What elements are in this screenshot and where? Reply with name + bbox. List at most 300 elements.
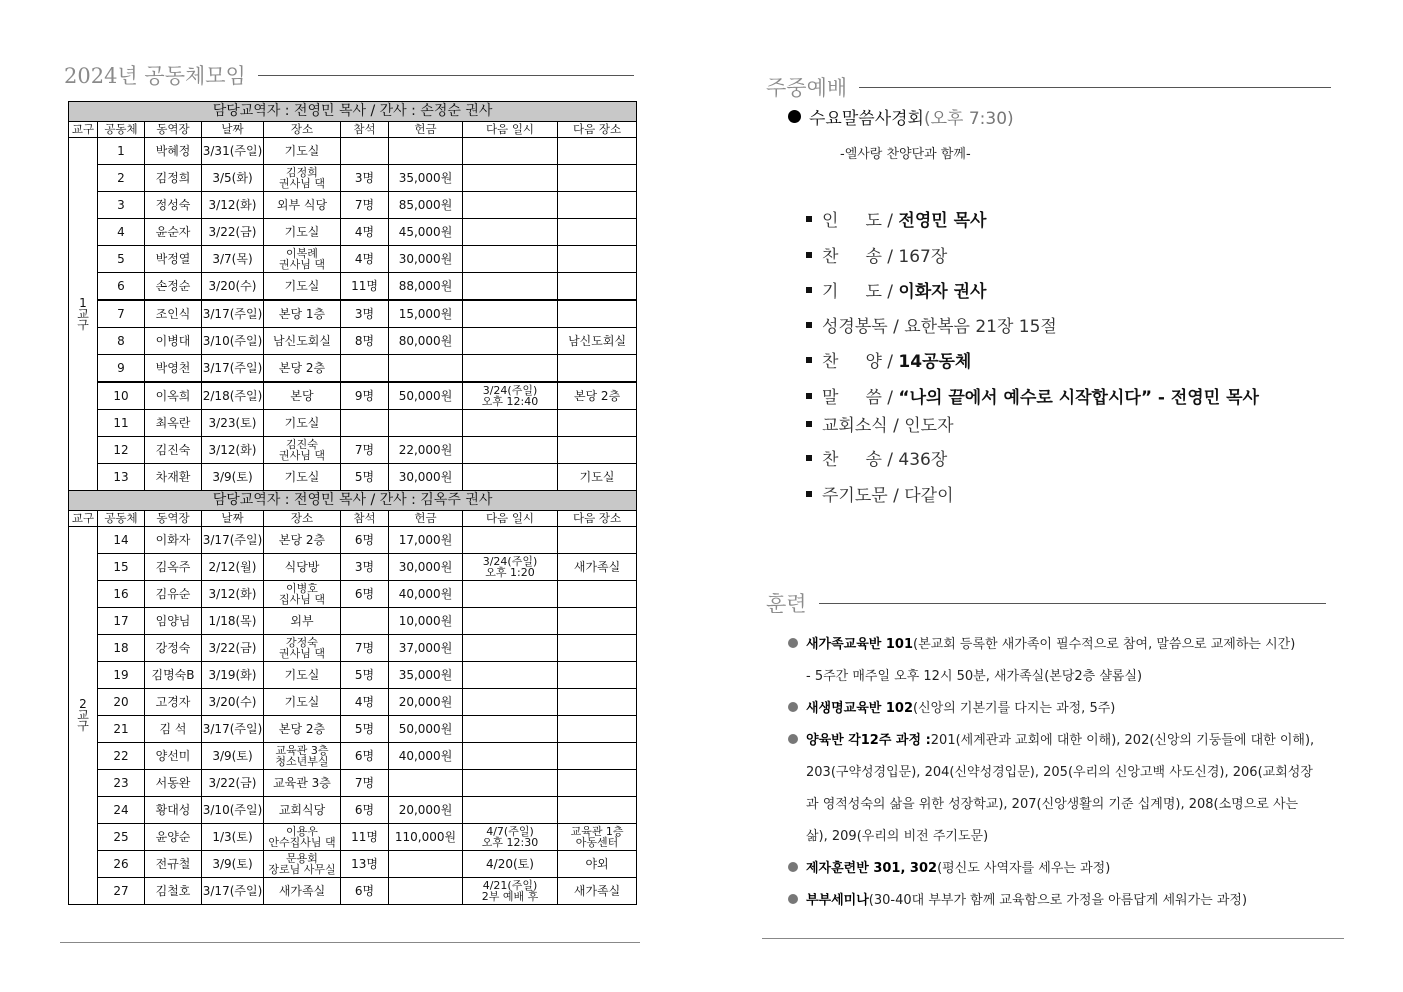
training-item: [788, 697, 1115, 716]
meeting-place: 본당 2층: [264, 527, 341, 554]
table-header-row: [69, 511, 637, 527]
meeting-date: 3/12(화): [202, 192, 264, 219]
meeting-date: 1/18(목): [202, 608, 264, 635]
next-place: [558, 581, 637, 608]
next-place: [558, 437, 637, 464]
leader-name: 김 석: [145, 716, 202, 743]
table-row: [69, 851, 637, 878]
column-header-next-place: 다음 장소: [558, 511, 637, 527]
column-header-next-time: 다음 일시: [463, 511, 558, 527]
group-number: 4: [98, 219, 145, 246]
meeting-place: 이병호 집사님 댁: [264, 581, 341, 608]
table-row: [69, 165, 637, 192]
column-header-att: 참석: [341, 122, 389, 138]
order-label: 말 씀 /: [822, 388, 899, 408]
leader-name: 김철호: [145, 878, 202, 905]
group-number: 23: [98, 770, 145, 797]
next-place: [558, 608, 637, 635]
title-rule: [859, 87, 1331, 88]
column-header-leader: 동역장: [145, 511, 202, 527]
table-row: [69, 192, 637, 219]
leader-name: 양선미: [145, 743, 202, 770]
leader-name: 이병대: [145, 328, 202, 355]
offering: 35,000원: [389, 165, 463, 192]
offering: 35,000원: [389, 662, 463, 689]
attendance: 8명: [341, 328, 389, 355]
bullet-icon: [788, 862, 798, 872]
staff-banner-row: [69, 491, 637, 511]
next-place: 기도실: [558, 464, 637, 491]
table-row: [69, 743, 637, 770]
attendance: 13명: [341, 851, 389, 878]
attendance: 11명: [341, 273, 389, 301]
meeting-date: 3/17(주일): [202, 878, 264, 905]
group-number: 14: [98, 527, 145, 554]
attendance: [341, 355, 389, 383]
meeting-date: 3/22(금): [202, 635, 264, 662]
meeting-date: 2/18(주일): [202, 382, 264, 410]
attendance: [341, 608, 389, 635]
meeting-place: 교육관 3층: [264, 770, 341, 797]
group-number: 25: [98, 824, 145, 851]
offering: 15,000원: [389, 300, 463, 328]
offering: 40,000원: [389, 743, 463, 770]
attendance: 5명: [341, 716, 389, 743]
worship-order-item: [806, 242, 947, 267]
next-place: [558, 770, 637, 797]
group-number: 17: [98, 608, 145, 635]
meeting-place: 본당 2층: [264, 355, 341, 383]
offering: 80,000원: [389, 328, 463, 355]
meeting-date: 3/17(주일): [202, 300, 264, 328]
right-bottom-rule: [762, 938, 1344, 939]
column-header-offer: 헌금: [389, 122, 463, 138]
table-row: [69, 770, 637, 797]
meeting-place: 기도실: [264, 410, 341, 437]
leader-name: 황대성: [145, 797, 202, 824]
training-desc: 삶), 209(우리의 비전 주기도문): [806, 829, 989, 844]
attendance: [341, 138, 389, 165]
title-rule: [258, 75, 634, 76]
schedule-title: 2024년 공동체모임: [64, 64, 246, 88]
meeting-place: 기도실: [264, 273, 341, 301]
meeting-date: 3/10(주일): [202, 328, 264, 355]
offering: 20,000원: [389, 797, 463, 824]
column-header-group: 공동체: [98, 511, 145, 527]
next-place: 새가족실: [558, 554, 637, 581]
attendance: 5명: [341, 464, 389, 491]
meeting-date: 2/12(월): [202, 554, 264, 581]
table-row: [69, 464, 637, 491]
order-value: 436장: [898, 450, 948, 470]
table-row: [69, 527, 637, 554]
training-desc: 203(구약성경입문), 204(신약성경입문), 205(우리의 신앙고백 사도신경), 206(교회성장: [806, 765, 1313, 780]
schedule-section-title: [64, 60, 634, 90]
meeting-place: 기도실: [264, 464, 341, 491]
attendance: 7명: [341, 635, 389, 662]
next-datetime: [463, 716, 558, 743]
training-name: 양육반 각12주 과정 :: [806, 733, 931, 748]
next-datetime: [463, 608, 558, 635]
next-place: [558, 410, 637, 437]
order-value: 다같이: [904, 486, 954, 506]
next-place: [558, 273, 637, 301]
table-row: [69, 328, 637, 355]
order-label: 찬 송 /: [822, 450, 899, 470]
table-row: [69, 824, 637, 851]
group-number: 11: [98, 410, 145, 437]
meeting-place: 이복례 권사님 댁: [264, 246, 341, 273]
worship-section-title: [766, 72, 1331, 102]
offering: 85,000원: [389, 192, 463, 219]
staff-banner-row: [69, 102, 637, 122]
next-place: 본당 2층: [558, 382, 637, 410]
meeting-place: 김정희 권사님 댁: [264, 165, 341, 192]
group-number: 24: [98, 797, 145, 824]
attendance: 4명: [341, 689, 389, 716]
next-datetime: [463, 328, 558, 355]
next-datetime: [463, 437, 558, 464]
leader-name: 손정순: [145, 273, 202, 301]
meeting-place: 문용회 장로님 사무실: [264, 851, 341, 878]
training-item: [788, 857, 1110, 876]
leader-name: 박혜정: [145, 138, 202, 165]
worship-subline: -엘사랑 찬양단과 함께-: [840, 147, 971, 162]
table-row: [69, 608, 637, 635]
meeting-place: 기도실: [264, 689, 341, 716]
leader-name: 김명숙B: [145, 662, 202, 689]
leader-name: 최옥란: [145, 410, 202, 437]
next-place: [558, 635, 637, 662]
column-header-date: 날짜: [202, 511, 264, 527]
attendance: 6명: [341, 878, 389, 905]
leader-name: 정성숙: [145, 192, 202, 219]
order-value-bold: “나의 끝에서 예수로 시작합시다” - 전영민 목사: [898, 388, 1259, 408]
training-name: 부부세미나: [806, 893, 869, 908]
leader-name: 박정열: [145, 246, 202, 273]
worship-order-item: [806, 277, 986, 302]
group-number: 6: [98, 273, 145, 301]
offering: 17,000원: [389, 527, 463, 554]
offering: [389, 410, 463, 437]
leader-name: 조인식: [145, 300, 202, 328]
next-datetime: [463, 662, 558, 689]
meeting-place: 본당: [264, 382, 341, 410]
bullet-icon: [788, 734, 798, 744]
training-item: [806, 761, 1313, 780]
next-datetime: 3/24(주일) 오후 1:20: [463, 554, 558, 581]
leader-name: 강정숙: [145, 635, 202, 662]
leader-name: 이화자: [145, 527, 202, 554]
table-row: [69, 581, 637, 608]
offering: [389, 851, 463, 878]
next-place: [558, 355, 637, 383]
bullet-icon: [788, 110, 801, 123]
offering: [389, 355, 463, 383]
meeting-date: 3/17(주일): [202, 716, 264, 743]
meeting-place: 남신도회실: [264, 328, 341, 355]
attendance: 6명: [341, 797, 389, 824]
meeting-place: 기도실: [264, 662, 341, 689]
next-datetime: 4/20(토): [463, 851, 558, 878]
meeting-place: 외부 식당: [264, 192, 341, 219]
square-bullet-icon: [806, 287, 812, 293]
offering: 22,000원: [389, 437, 463, 464]
table-row: [69, 797, 637, 824]
district-label: 1 교 구: [69, 138, 98, 491]
meeting-date: 3/9(토): [202, 743, 264, 770]
next-place: [558, 246, 637, 273]
training-name: 제자훈련반 301, 302: [806, 861, 938, 876]
next-datetime: [463, 165, 558, 192]
leader-name: 이옥희: [145, 382, 202, 410]
group-number: 8: [98, 328, 145, 355]
offering: 88,000원: [389, 273, 463, 301]
attendance: 6명: [341, 527, 389, 554]
group-number: 9: [98, 355, 145, 383]
column-header-group: 공동체: [98, 122, 145, 138]
leader-name: 윤양순: [145, 824, 202, 851]
table-row: [69, 635, 637, 662]
offering: 20,000원: [389, 689, 463, 716]
next-place: [558, 300, 637, 328]
leader-name: 고경자: [145, 689, 202, 716]
next-datetime: [463, 410, 558, 437]
offering: 37,000원: [389, 635, 463, 662]
meeting-date: 3/31(주일): [202, 138, 264, 165]
order-value: 인도자: [904, 416, 954, 436]
leader-name: 서동완: [145, 770, 202, 797]
next-datetime: [463, 464, 558, 491]
next-datetime: [463, 797, 558, 824]
meeting-date: 3/22(금): [202, 219, 264, 246]
next-place: [558, 527, 637, 554]
worship-order-item: [806, 445, 947, 470]
next-place: [558, 165, 637, 192]
group-number: 7: [98, 300, 145, 328]
next-datetime: [463, 770, 558, 797]
community-meeting-table: [68, 101, 636, 905]
leader-name: 박영천: [145, 355, 202, 383]
column-header-leader: 동역장: [145, 122, 202, 138]
table-row: [69, 437, 637, 464]
next-place: [558, 138, 637, 165]
meeting-place: 이용우 안수집사님 댁: [264, 824, 341, 851]
meeting-date: 1/3(토): [202, 824, 264, 851]
meeting-date: 3/12(화): [202, 437, 264, 464]
offering: 30,000원: [389, 464, 463, 491]
meeting-place: 기도실: [264, 219, 341, 246]
next-place: [558, 743, 637, 770]
attendance: 3명: [341, 300, 389, 328]
title-rule: [819, 603, 1326, 604]
order-value: 167장: [898, 247, 948, 267]
meeting-date: 3/12(화): [202, 581, 264, 608]
bullet-icon: [788, 894, 798, 904]
meeting-place: 강정숙 권사님 댁: [264, 635, 341, 662]
training-desc: - 5주간 매주일 오후 12시 50분, 새가족실(본당2층 샬롬실): [806, 669, 1143, 684]
group-number: 16: [98, 581, 145, 608]
attendance: 4명: [341, 219, 389, 246]
table-row: [69, 138, 637, 165]
group-number: 13: [98, 464, 145, 491]
worship-order-item: [806, 481, 954, 506]
next-datetime: [463, 246, 558, 273]
training-desc: (신앙의 기본기를 다지는 과정, 5주): [913, 701, 1116, 716]
next-place: 교육관 1층 아동센터: [558, 824, 637, 851]
leader-name: 김진숙: [145, 437, 202, 464]
column-header-place: 장소: [264, 122, 341, 138]
meeting-place: 외부: [264, 608, 341, 635]
column-header-district: 교구: [69, 511, 98, 527]
meeting-date: 3/23(토): [202, 410, 264, 437]
training-item: [806, 665, 1142, 684]
order-label: 찬 양 /: [822, 352, 899, 372]
meeting-place: 식당방: [264, 554, 341, 581]
leader-name: 김정희: [145, 165, 202, 192]
group-number: 10: [98, 382, 145, 410]
leader-name: 전규철: [145, 851, 202, 878]
training-desc: (본교회 등록한 새가족이 필수적으로 참여, 말씀으로 교제하는 시간): [913, 637, 1296, 652]
table-row: [69, 662, 637, 689]
attendance: 7명: [341, 770, 389, 797]
order-label: 찬 송 /: [822, 247, 899, 267]
table-row: [69, 410, 637, 437]
table-row: [69, 246, 637, 273]
attendance: [341, 410, 389, 437]
order-label: 기 도 /: [822, 282, 899, 302]
column-header-offer: 헌금: [389, 511, 463, 527]
meeting-place: 본당 2층: [264, 716, 341, 743]
square-bullet-icon: [806, 455, 812, 461]
group-number: 26: [98, 851, 145, 878]
training-desc: (30-40대 부부가 함께 교육함으로 가정을 아름답게 세워가는 과정): [868, 893, 1248, 908]
column-header-place: 장소: [264, 511, 341, 527]
square-bullet-icon: [806, 393, 812, 399]
square-bullet-icon: [806, 357, 812, 363]
meeting-place: 새가족실: [264, 878, 341, 905]
next-datetime: [463, 300, 558, 328]
group-number: 27: [98, 878, 145, 905]
training-item: [806, 793, 1298, 812]
offering: 45,000원: [389, 219, 463, 246]
leader-name: 김유순: [145, 581, 202, 608]
meeting-place: 본당 1층: [264, 300, 341, 328]
training-item: [788, 729, 1314, 748]
group-number: 18: [98, 635, 145, 662]
order-label: 인 도 /: [822, 211, 899, 231]
attendance: 4명: [341, 246, 389, 273]
column-header-next-place: 다음 장소: [558, 122, 637, 138]
group-number: 22: [98, 743, 145, 770]
meeting-place: 김진숙 권사님 댁: [264, 437, 341, 464]
square-bullet-icon: [806, 491, 812, 497]
offering: 40,000원: [389, 581, 463, 608]
square-bullet-icon: [806, 322, 812, 328]
group-number: 20: [98, 689, 145, 716]
next-place: 남신도회실: [558, 328, 637, 355]
leader-name: 김옥주: [145, 554, 202, 581]
next-place: [558, 219, 637, 246]
column-header-att: 참석: [341, 511, 389, 527]
group-number: 21: [98, 716, 145, 743]
meeting-date: 3/17(주일): [202, 527, 264, 554]
bullet-icon: [788, 702, 798, 712]
meeting-date: 3/5(화): [202, 165, 264, 192]
meeting-date: 3/20(수): [202, 273, 264, 301]
meeting-date: 3/19(화): [202, 662, 264, 689]
meeting-date: 3/20(수): [202, 689, 264, 716]
order-value: 요한복음 21장 15절: [904, 317, 1057, 337]
square-bullet-icon: [806, 421, 812, 427]
next-place: 새가족실: [558, 878, 637, 905]
column-header-district: 교구: [69, 122, 98, 138]
next-place: [558, 662, 637, 689]
district-label: 2 교 구: [69, 527, 98, 905]
next-datetime: [463, 138, 558, 165]
meeting-date: 3/9(토): [202, 464, 264, 491]
group-number: 2: [98, 165, 145, 192]
training-section-title: [766, 588, 1326, 618]
meeting-place: 교회식당: [264, 797, 341, 824]
meeting-place: 기도실: [264, 138, 341, 165]
leader-name: 차재환: [145, 464, 202, 491]
training-desc: 201(세계관과 교회에 대한 이해), 202(신앙의 기둥들에 대한 이해),: [930, 733, 1315, 748]
meeting-date: 3/7(목): [202, 246, 264, 273]
attendance: 7명: [341, 437, 389, 464]
worship-order-item: [806, 383, 1259, 408]
table-row: [69, 878, 637, 905]
group-number: 19: [98, 662, 145, 689]
table-row: [69, 554, 637, 581]
staff-banner: 담당교역자 : 전영민 목사 / 간사 : 김옥주 권사: [69, 491, 637, 511]
table-row: [69, 273, 637, 301]
table-row: [69, 219, 637, 246]
order-label: 주기도문 /: [822, 486, 905, 506]
meeting-date: 3/22(금): [202, 770, 264, 797]
next-datetime: 3/24(주일) 오후 12:40: [463, 382, 558, 410]
training-desc: 과 영적성숙의 삶을 위한 성장학교), 207(신앙생활의 기준 십계명), 208(소명으로 사는: [806, 797, 1299, 812]
offering: 30,000원: [389, 554, 463, 581]
table-row: [69, 716, 637, 743]
table-row: [69, 382, 637, 410]
worship-heading-text: 수요말씀사경회: [809, 109, 924, 129]
worship-block: [788, 104, 1348, 162]
group-number: 15: [98, 554, 145, 581]
training-name: 새가족교육반 101: [806, 637, 914, 652]
worship-order-item: [806, 206, 986, 231]
next-place: [558, 192, 637, 219]
meeting-date: 3/9(토): [202, 851, 264, 878]
table-row: [69, 300, 637, 328]
training-desc: (평신도 사역자를 세우는 과정): [937, 861, 1111, 876]
next-place: [558, 689, 637, 716]
meeting-date: 3/10(주일): [202, 797, 264, 824]
table-header-row: [69, 122, 637, 138]
square-bullet-icon: [806, 216, 812, 222]
column-header-date: 날짜: [202, 122, 264, 138]
table-row: [69, 355, 637, 383]
offering: 110,000원: [389, 824, 463, 851]
next-datetime: [463, 635, 558, 662]
bullet-icon: [788, 638, 798, 648]
staff-banner: 담당교역자 : 전영민 목사 / 간사 : 손정순 권사: [69, 102, 637, 122]
attendance: 3명: [341, 165, 389, 192]
order-label: 교회소식 /: [822, 416, 905, 436]
offering: [389, 138, 463, 165]
meeting-date: 3/17(주일): [202, 355, 264, 383]
worship-order-item: [806, 312, 1057, 337]
